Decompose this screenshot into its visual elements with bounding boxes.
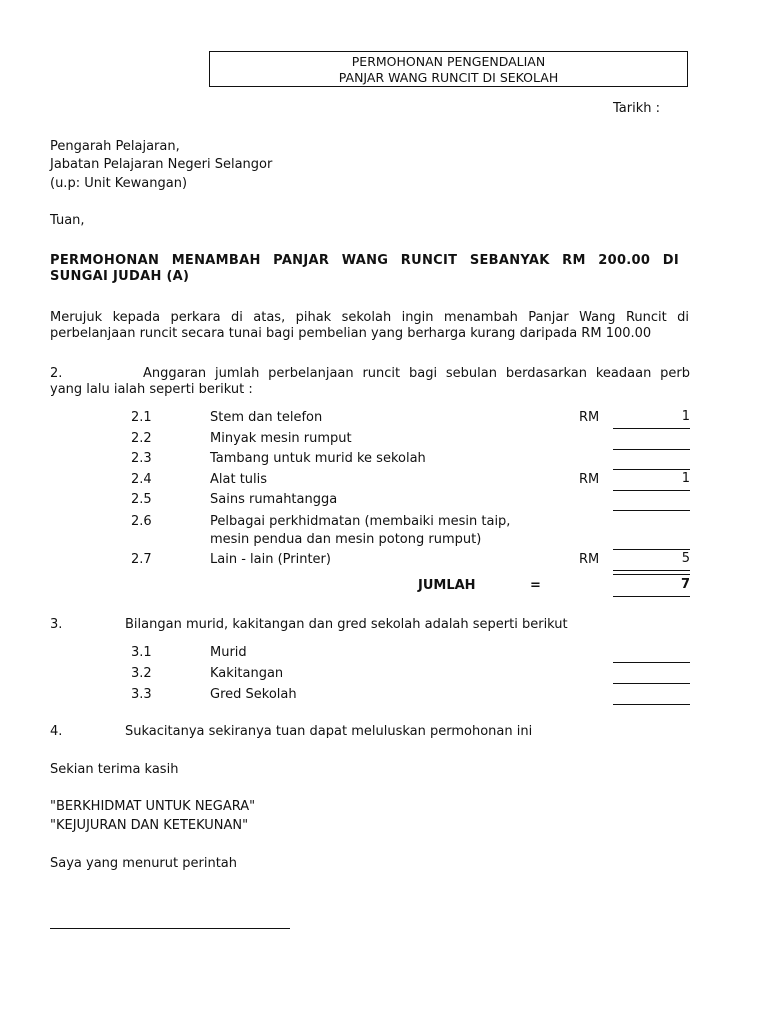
item-number: 2.6 [131, 514, 152, 529]
para4-text: Sukacitanya sekiranya tuan dapat meluluskan permohonan ini [125, 724, 533, 739]
item-currency: RM [579, 410, 600, 425]
total-underline [613, 596, 690, 597]
item-description: Sains rumahtangga [210, 492, 338, 507]
item-description: Stem dan telefon [210, 410, 323, 425]
item-number: 2.7 [131, 552, 152, 567]
signature-line [50, 928, 290, 929]
stat-underline [613, 683, 690, 684]
subject-line-1: PERMOHONAN MENAMBAH PANJAR WANG RUNCIT SEBANYAK RM 200.00 DI [50, 253, 679, 268]
amount-underline [613, 490, 690, 491]
stat-label: Murid [210, 645, 247, 660]
amount-underline [613, 549, 690, 550]
total-amount: 7 [680, 577, 690, 592]
stat-label: Kakitangan [210, 666, 284, 681]
total-label: JUMLAH [418, 578, 476, 593]
motto-line-1: "BERKHIDMAT UNTUK NEGARA" [50, 799, 256, 814]
amount-underline [613, 510, 690, 511]
para2-line-2: yang lalu ialah seperti berikut : [50, 382, 253, 397]
stat-number: 3.2 [131, 666, 152, 681]
item-number: 2.5 [131, 492, 152, 507]
item-description: Lain - lain (Printer) [210, 552, 331, 567]
item-amount: 1 [681, 471, 690, 486]
item-number: 2.1 [131, 410, 152, 425]
sign-off: Saya yang menurut perintah [50, 856, 237, 871]
item-currency: RM [579, 552, 600, 567]
amount-underline [613, 570, 690, 571]
total-equals: = [530, 578, 541, 593]
title-line-2: PANJAR WANG RUNCIT DI SEKOLAH [338, 70, 559, 85]
intro-line-1: Merujuk kepada perkara di atas, pihak sekolah ingin menambah Panjar Wang Runcit di [50, 310, 689, 325]
item-description: Tambang untuk murid ke sekolah [210, 451, 426, 466]
para2-line-1: Anggaran jumlah perbelanjaan runcit bagi sebulan berdasarkan keadaan perb [143, 366, 690, 381]
stat-underline [613, 662, 690, 663]
para3-text: Bilangan murid, kakitangan dan gred sekolah adalah seperti berikut [125, 617, 568, 632]
item-amount: 5 [681, 551, 690, 566]
salutation: Tuan, [50, 213, 85, 228]
stat-underline [613, 704, 690, 705]
amount-underline [613, 428, 690, 429]
recipient-line-2: Jabatan Pelajaran Negeri Selangor [50, 157, 273, 172]
stat-number: 3.1 [131, 645, 152, 660]
date-label: Tarikh : [613, 101, 660, 116]
subject-line-2: SUNGAI JUDAH (A) [50, 269, 190, 284]
closing-text: Sekian terima kasih [50, 762, 179, 777]
item-description: Alat tulis [210, 472, 268, 487]
title-line-1: PERMOHONAN PENGENDALIAN [351, 54, 546, 69]
recipient-line-3: (u.p: Unit Kewangan) [50, 176, 188, 191]
total-double-underline [613, 574, 690, 575]
para3-number: 3. [50, 617, 63, 632]
para4-number: 4. [50, 724, 63, 739]
item-description: Minyak mesin rumput [210, 431, 352, 446]
amount-underline [613, 449, 690, 450]
intro-line-2: perbelanjaan runcit secara tunai bagi pembelian yang berharga kurang daripada RM 100.00 [50, 326, 652, 341]
para2-number: 2. [50, 366, 63, 381]
item-currency: RM [579, 472, 600, 487]
stat-label: Gred Sekolah [210, 687, 297, 702]
item-number: 2.3 [131, 451, 152, 466]
item-number: 2.2 [131, 431, 152, 446]
stat-number: 3.3 [131, 687, 152, 702]
item-description: Pelbagai perkhidmatan (membaiki mesin taip, [210, 514, 511, 529]
item-description-cont: mesin pendua dan mesin potong rumput) [210, 532, 482, 547]
item-number: 2.4 [131, 472, 152, 487]
document-title-box [209, 51, 688, 87]
motto-line-2: "KEJUJURAN DAN KETEKUNAN" [50, 818, 249, 833]
item-amount: 1 [681, 409, 690, 424]
recipient-line-1: Pengarah Pelajaran, [50, 139, 180, 154]
amount-underline [613, 469, 690, 470]
